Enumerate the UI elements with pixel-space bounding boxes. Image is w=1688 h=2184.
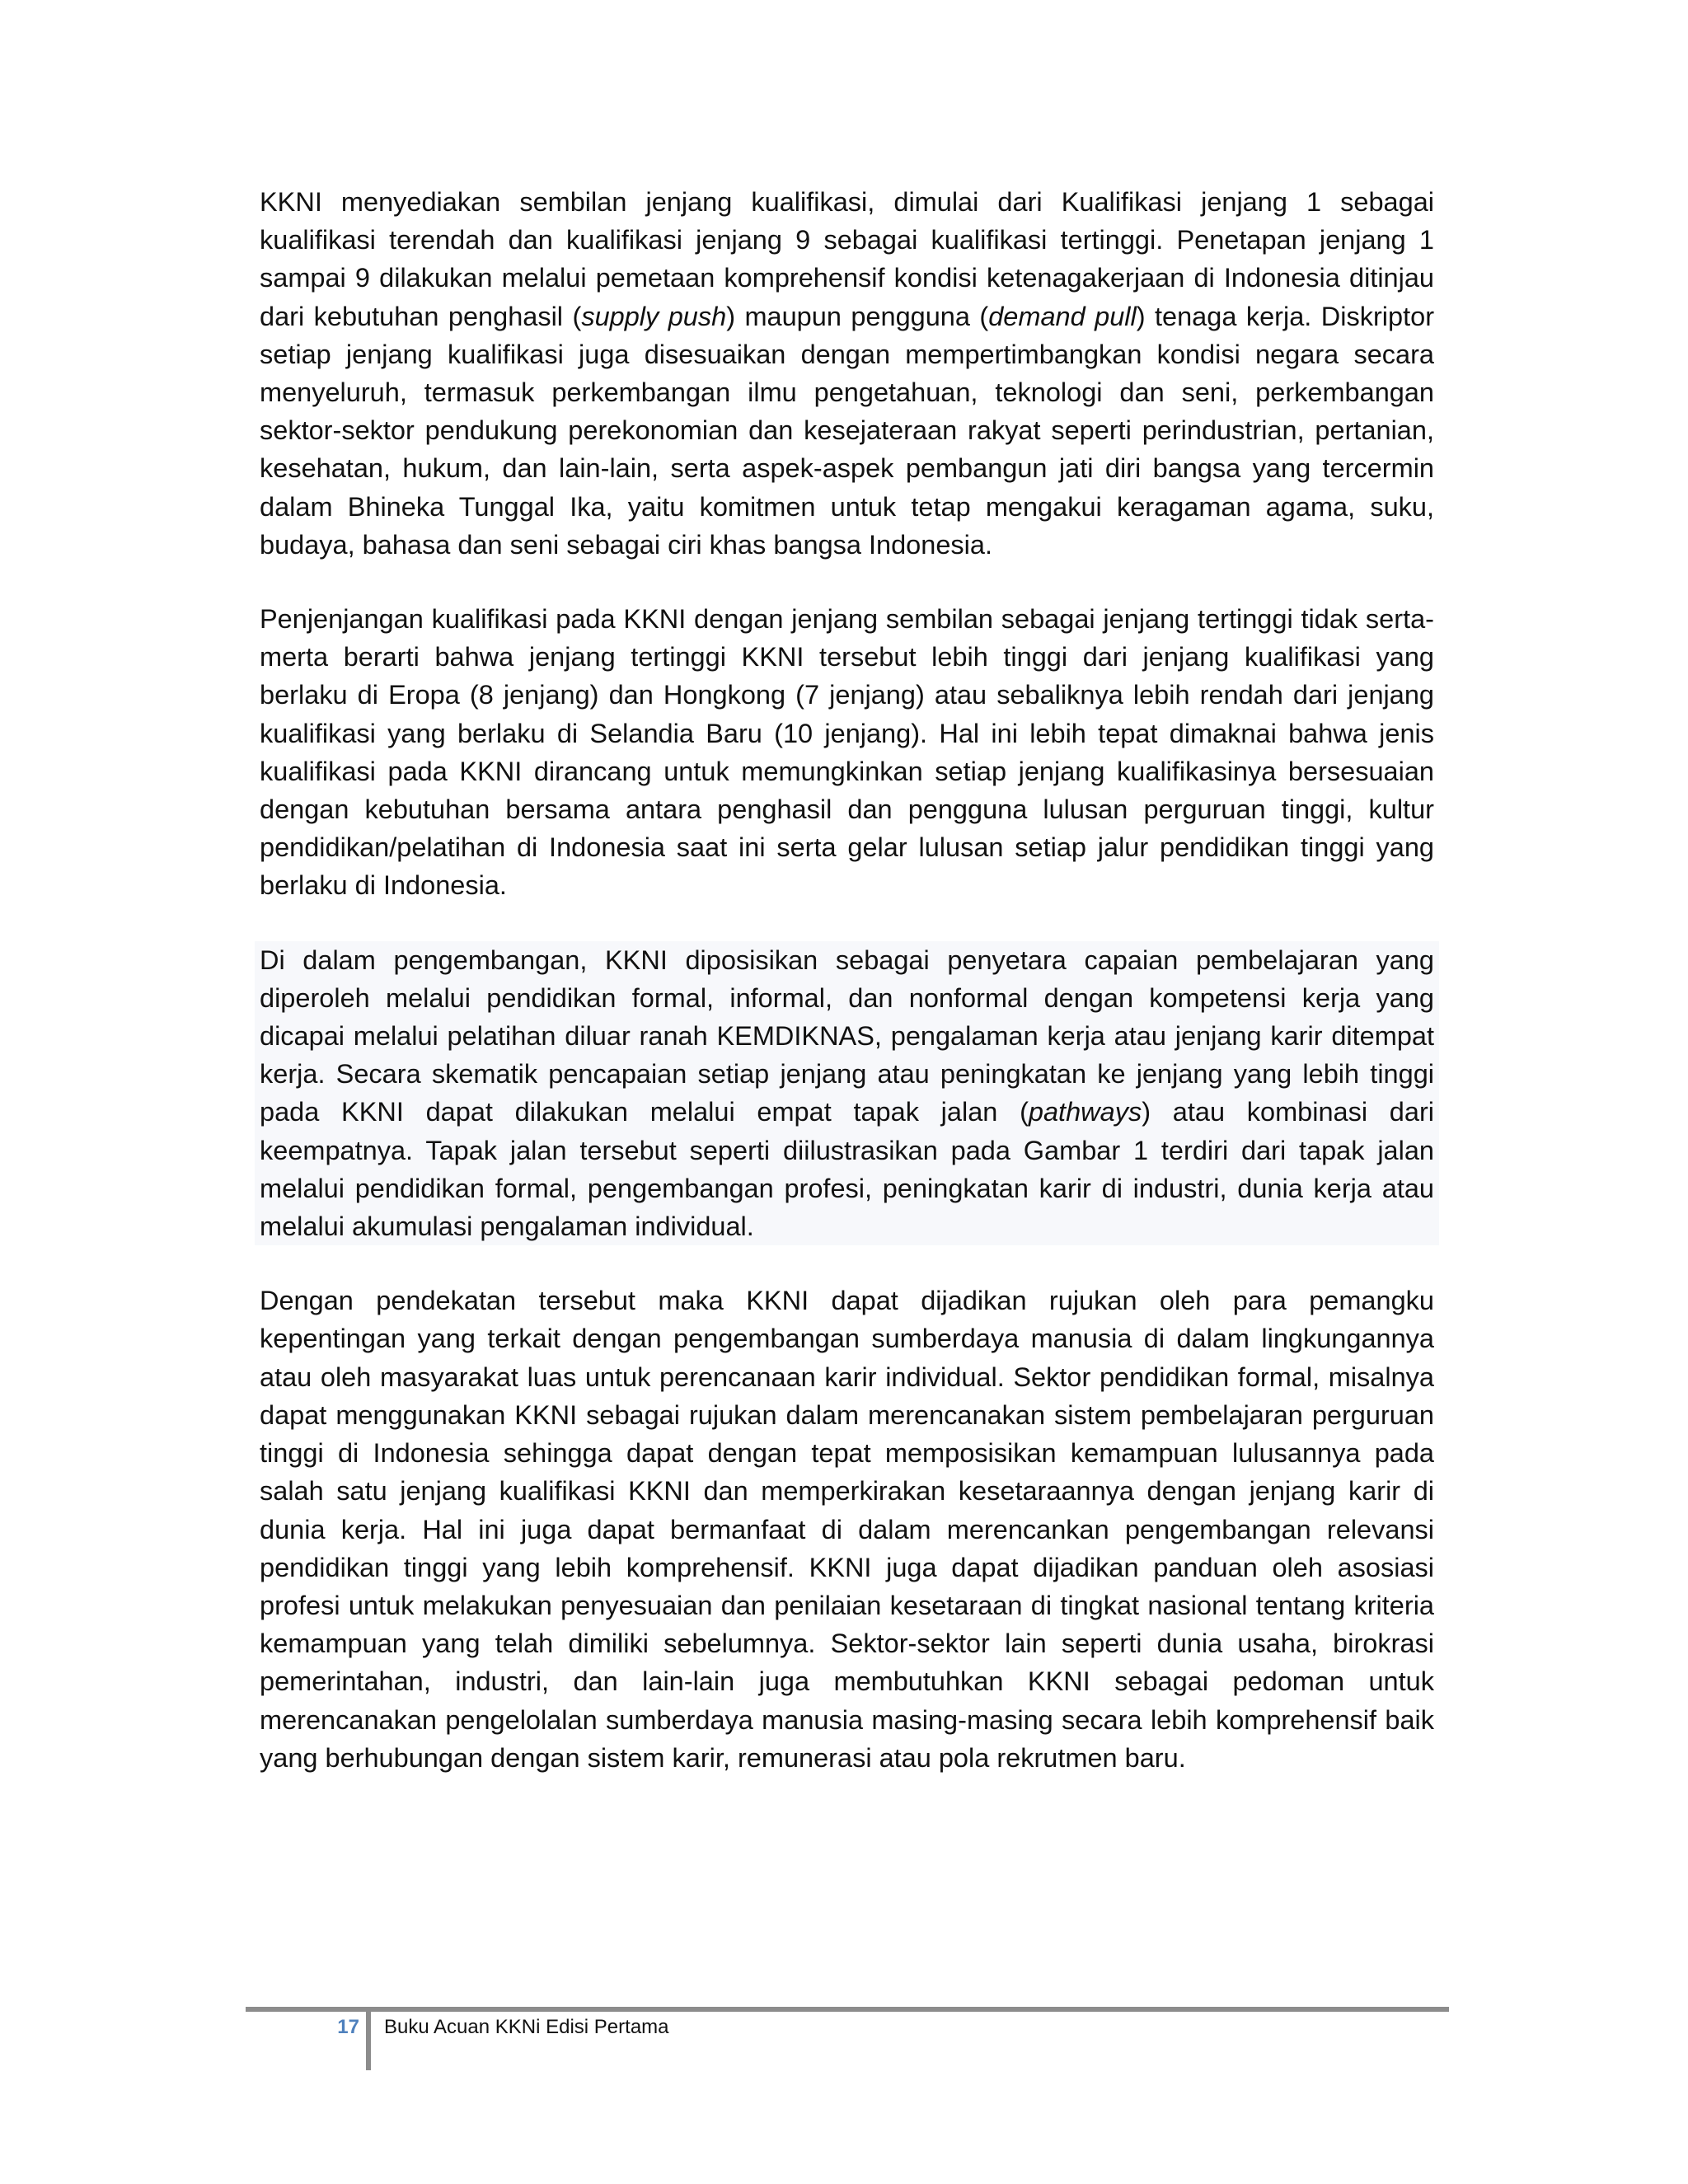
footer-divider [366, 2007, 371, 2070]
paragraph-text: Penjenjangan kualifikasi pada KKNI dengan jenjang sembilan sebagai jenjang tertinggi tidak serta-merta berarti bahwa jenjang tertinggi KKNI tersebut lebih tinggi dari jenjang kualifikasi yang berlaku di Eropa (8 jenjang) dan Hongkong (7 jenjang) atau sebaliknya lebih rendah dari jenjang kualifikasi yang berlaku di Selandia Baru (10 jenjang). Hal ini lebih tepat dimaknai bahwa jenis kualifikasi pada KKNI dirancang untuk memungkinkan setiap jenjang kualifikasinya bersesuaian dengan kebutuhan bersama antara penghasil dan pengguna lulusan perguruan tinggi, kultur pendidikan/pelatihan di Indonesia saat ini serta gelar lulusan setiap jalur pendidikan tinggi yang berlaku di Indonesia. [260, 604, 1434, 901]
paragraph-text: ) atau kombinasi dari keempatnya. Tapak jalan tersebut seperti diilustrasikan pada Gambar 1 terdiri dari tapak jalan melalui pendidikan formal, pengembangan profesi, peningkatan karir di industri, dunia kerja atau melalui akumulasi pengalaman individual. [260, 1097, 1434, 1242]
paragraph-text: ) tenaga kerja. Diskriptor setiap jenjang kualifikasi juga disesuaikan dengan mempertimbangkan kondisi negara secara menyeluruh, termasuk perkembangan ilmu pengetahuan, teknologi dan seni, perkembangan sektor-sektor pendukung perekonomian dan kesejateraan rakyat seperti perindustrian, pertanian, kesehatan, hukum, dan lain-lain, serta aspek-aspek pembangun jati diri bangsa yang tercermin dalam Bhineka Tunggal Ika, yaitu komitmen untuk tetap mengakui keragaman agama, suku, budaya, bahasa dan seni sebagai ciri khas bangsa Indonesia. [260, 301, 1435, 560]
body-text [260, 183, 1434, 1813]
italic-term-supply-push: supply push [581, 301, 727, 331]
paragraph-text: KKNI menyediakan sembilan jenjang kualifikasi, dimulai dari Kualifikasi jenjang 1 sebagai kualifikasi terendah dan kualifikasi jenjang 9 sebagai kualifikasi tertinggi. Penetapan jenjang 1 sampai 9 dilakukan melalui pemetaan komprehensif kondisi ketenagakerjaan di Indonesia ditinjau dari kebutuhan penghasil ( [260, 187, 1434, 331]
footer-book-title: Buku Acuan KKNi Edisi Pertama [384, 2016, 669, 2038]
page-number: 17 [337, 2016, 359, 2038]
paragraph-4 [260, 1282, 1434, 1777]
italic-term-pathways: pathways [1028, 1097, 1142, 1127]
paragraph-3 [255, 941, 1439, 1246]
paragraph-text: Di dalam pengembangan, KKNI diposisikan sebagai penyetara capaian pembelajaran yang diperoleh melalui pendidikan formal, informal, dan nonformal dengan kompetensi kerja yang dicapai melalui pelatihan diluar ranah KEMDIKNAS, pengalaman kerja atau jenjang karir ditempat kerja. Secara skematik pencapaian setiap jenjang atau peningkatan ke jenjang yang lebih tinggi pada KKNI dapat dilakukan melalui empat tapak jalan ( [260, 944, 1434, 1127]
paragraph-1 [260, 183, 1434, 564]
paragraph-2 [260, 600, 1434, 905]
paragraph-text: ) maupun pengguna ( [726, 301, 989, 331]
footer-rule [246, 2007, 1449, 2012]
italic-term-demand-pull: demand pull [988, 301, 1137, 331]
paragraph-text: Dengan pendekatan tersebut maka KKNI dapat dijadikan rujukan oleh para pemangku kepentingan yang terkait dengan pengembangan sumberdaya manusia di dalam lingkungannya atau oleh masyarakat luas untuk perencanaan karir individual. Sektor pendidikan formal, misalnya dapat menggunakan KKNI sebagai rujukan dalam merencanakan sistem pembelajaran perguruan tinggi di Indonesia sehingga dapat dengan tepat memposisikan kemampuan lulusannya pada salah satu jenjang kualifikasi KKNI dan memperkirakan kesetaraannya dengan jenjang karir di dunia kerja. Hal ini juga dapat bermanfaat di dalam merencankan pengembangan relevansi pendidikan tinggi yang lebih komprehensif. KKNI juga dapat dijadikan panduan oleh asosiasi profesi untuk melakukan penyesuaian dan penilaian kesetaraan di tingkat nasional tentang kriteria kemampuan yang telah dimiliki sebelumnya. Sektor-sektor lain seperti dunia usaha, birokrasi pemerintahan, industri, dan lain-lain juga membutuhkan KKNI sebagai pedoman untuk merencanakan pengelolalan sumberdaya manusia masing-masing secara lebih komprehensif baik yang berhubungan dengan sistem karir, remunerasi atau pola rekrutmen baru. [260, 1286, 1434, 1773]
